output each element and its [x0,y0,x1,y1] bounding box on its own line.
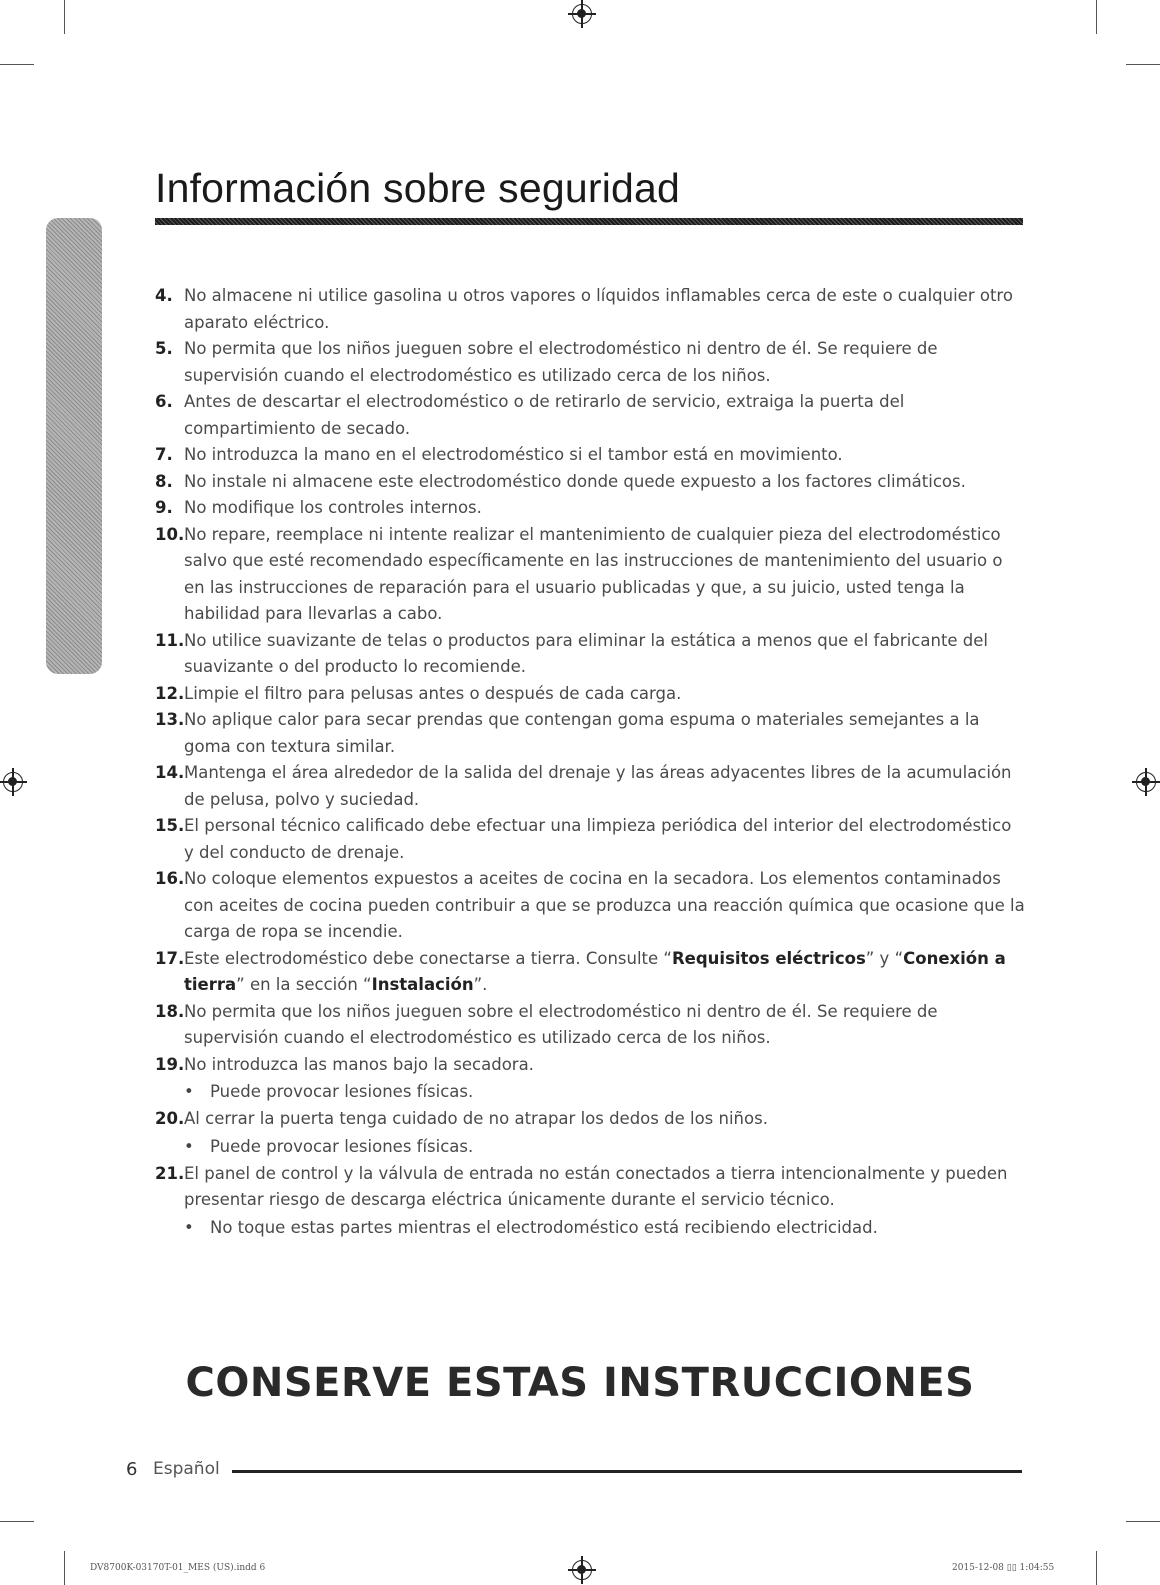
list-item [155,336,1025,389]
item-text: Limpie el filtro para pelusas antes o después de cada carga. [184,683,682,703]
item-text-part: ” y “ [865,948,904,968]
list-item [155,522,1025,628]
registration-mark-icon [572,4,592,24]
footer-language: Español [153,1459,220,1479]
registration-mark-icon [572,1560,592,1580]
item-text: Mantenga el área alrededor de la salida del drenaje y las áreas adyacentes libres de la acumulación de pelusa, polvo y suciedad. [184,763,1012,809]
list-item [155,813,1025,866]
item-number: 18. [155,1001,185,1021]
item-number: 11. [155,630,185,650]
item-text: No almacene ni utilice gasolina u otros vapores o líquidos inflamables cerca de este o cualquier otro aparato eléctrico. [184,286,1013,332]
list-item [155,999,1025,1052]
item-text: No aplique calor para secar prendas que contengan goma espuma o materiales semejantes a la goma con textura similar. [184,710,980,756]
item-number: 21. [155,1163,185,1183]
item-text: No instale ni almacene este electrodoméstico donde quede expuesto a los factores climáticos. [184,471,966,491]
list-item [155,283,1025,336]
crop-mark [1096,0,1097,34]
item-number: 6. [155,392,173,411]
item-text: Antes de descartar el electrodoméstico o de retirarlo de servicio, extraiga la puerta del compartimiento de secado. [184,392,905,438]
item-text: No permita que los niños jueguen sobre el electrodoméstico ni dentro de él. Se requiere de supervisión cuando el electrodoméstico es utilizado cerca de los niños. [184,1001,938,1047]
registration-mark-icon [1136,772,1156,792]
list-item [155,495,1025,522]
item-number: 14. [155,763,185,782]
item-number: 9. [155,498,173,517]
item-text: No introduzca la mano en el electrodoméstico si el tambor está en movimiento. [184,445,843,464]
print-slug-date: 2015-12-08 ▯▯ 1:04:55 [952,1563,1055,1573]
item-text: No repare, reemplace ni intente realizar el mantenimiento de cualquier pieza del electrodoméstico salvo que esté recomendado específicamente en las instrucciones de mantenimiento del usuario o en las instrucciones de reparación para el usuario publicadas y que, a su juicio, usted tenga la habilidad para llevarlas a cabo. [184,524,1003,623]
item-number: 19. [155,1054,185,1074]
crop-mark [1126,64,1160,65]
section-side-tab [46,218,132,815]
item-text-part: ”. [473,975,488,994]
list-item [155,760,1025,813]
item-number: 20. [155,1109,185,1128]
item-text: El personal técnico calificado debe efectuar una limpieza periódica del interior del electrodoméstico y del conducto de drenaje. [184,816,1012,862]
item-number: 17. [155,948,185,968]
item-text: Al cerrar la puerta tenga cuidado de no atrapar los dedos de los niños. [184,1109,768,1128]
item-text: El panel de control y la válvula de entrada no están conectados a tierra intencionalmente y pueden presentar riesgo de descarga eléctrica únicamente durante el servicio técnico. [184,1163,1008,1209]
item-number: 7. [155,445,173,464]
item-text-part: Este electrodoméstico debe conectarse a tierra. Consulte “ [184,948,672,968]
item-text-part: ” en la sección “ [236,975,372,994]
sub-bullet: • No toque estas partes mientras el electrodoméstico está recibiendo electricidad. [184,1214,1025,1242]
list-item [155,707,1025,760]
list-item [155,866,1025,946]
closing-heading: CONSERVE ESTAS INSTRUCCIONES [185,1360,975,1406]
item-text: No modifique los controles internos. [184,498,482,517]
print-slug-file: DV8700K-03170T-01_MES (US).indd 6 [90,1563,266,1573]
sub-bullet: • Puede provocar lesiones físicas. [184,1078,1025,1106]
item-number: 4. [155,286,173,305]
crop-mark [64,0,65,34]
item-number: 10. [155,524,185,544]
list-item [155,1161,1025,1242]
crop-mark [64,1551,65,1585]
item-text: No utilice suavizante de telas o productos para eliminar la estática a menos que el fabricante del suavizante o del producto lo recomiende. [184,630,989,676]
title-divider [155,218,1023,225]
item-text: No introduzca las manos bajo la secadora. [184,1054,534,1074]
item-text: No coloque elementos expuestos a aceites de cocina en la secadora. Los elementos contaminados con aceites de cocina pueden contribuir a que se produzca una reacción química que ocasione que la carga de ropa se incendie. [184,869,1025,941]
item-number: 13. [155,710,185,729]
list-item [155,1052,1025,1107]
list-item [155,389,1025,442]
list-item [155,628,1025,681]
side-tab-label: Información sobre seguridad [108,513,132,815]
reference-electrical-requirements: Requisitos eléctricos [671,948,866,968]
sub-bullet: • Puede provocar lesiones físicas. [184,1133,1025,1161]
crop-mark [1126,1521,1160,1522]
reference-grounding: Conexión a tierra [184,948,1006,994]
list-item [155,469,1025,496]
reference-installation: Instalación [371,975,474,994]
page-number: 6 [126,1459,138,1480]
item-number: 5. [155,339,173,358]
list-item [155,442,1025,469]
item-text [184,949,1006,995]
list-item [155,1106,1025,1161]
page-title: Información sobre seguridad [155,165,681,211]
list-item [155,681,1025,708]
footer-divider [232,1470,1022,1473]
crop-mark [0,64,34,65]
registration-mark-icon [3,772,23,792]
list-item [155,946,1025,999]
safety-instructions-list [155,283,1025,1242]
item-number: 16. [155,869,185,888]
crop-mark [1096,1551,1097,1585]
item-number: 12. [155,683,185,703]
item-text: No permita que los niños jueguen sobre el electrodoméstico ni dentro de él. Se requiere de supervisión cuando el electrodoméstico es utilizado cerca de los niños. [184,339,938,385]
item-number: 15. [155,816,185,835]
item-number: 8. [155,471,173,491]
crop-mark [0,1521,34,1522]
